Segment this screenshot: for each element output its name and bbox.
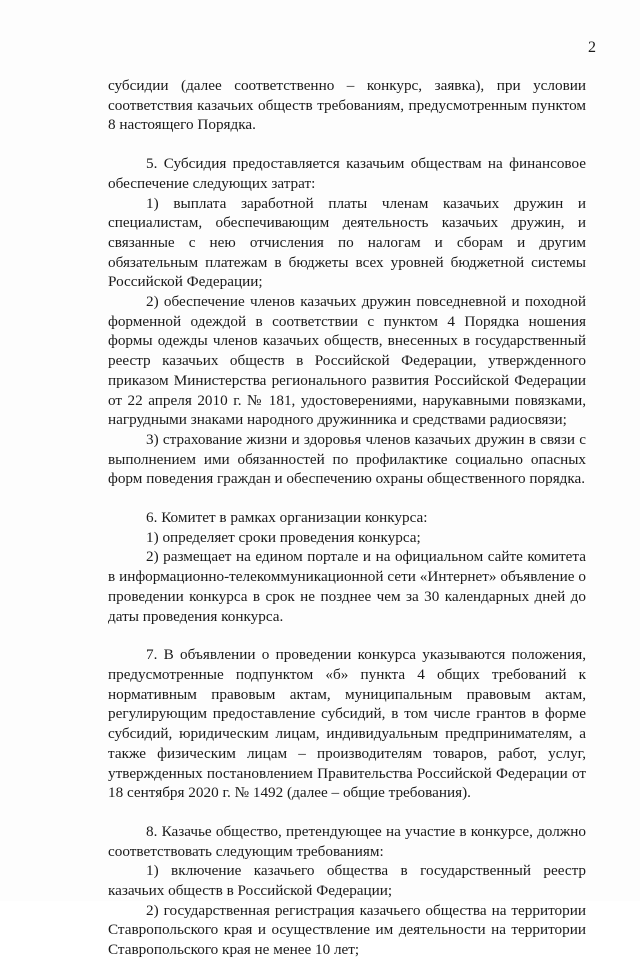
clause-6-item-2: 2) размещает на едином портале и на официальном сайте комитета в информационно-телекоммуникационной сети «Интернет» объявление о проведении конкурса в срок не позднее чем за 30 календарных дней до даты проведения конкурса. bbox=[108, 548, 586, 625]
clause-8-item-2: 2) государственная регистрация казачьего общества на территории Ставропольского края и осуществление им деятельности на территории Ставропольского края не менее 10 лет; bbox=[108, 901, 586, 959]
paragraph-continuation: субсидии (далее соответственно – конкурс, заявка), при условии соответствия казачьих обществ требованиям, предусмотренным пунктом 8 настоящего Порядка. bbox=[108, 77, 586, 134]
clause-8-heading: 8. Казачье общество, претендующее на участие в конкурсе, должно соответствовать следующим требованиям: bbox=[108, 822, 586, 860]
clause-5-heading: 5. Субсидия предоставляется казачьим обществам на финансовое обеспечение следующих затрат: bbox=[108, 155, 586, 192]
clause-6-item-1: 1) определяет сроки проведения конкурса; bbox=[146, 528, 421, 546]
clause-6-heading: 6. Комитет в рамках организации конкурса: bbox=[146, 509, 428, 527]
clause-5-item-1: 1) выплата заработной платы членам казачьих дружин и специалистам, обеспечивающим деятельность казачьих дружин, и связанные с нею отчисления по налогам и сборам и другим обязательным платежам в бюджеты всех уровней бюджетной системы Российской Федерации; bbox=[108, 194, 586, 291]
clause-8-item-1: 1) включение казачьего общества в государственный реестр казачьих обществ в Российской Федерации; bbox=[108, 862, 586, 900]
clause-5-item-3: 3) страхование жизни и здоровья членов казачьих дружин в связи с выполнением ими обязанностей по профилактике социально опасных форм поведения граждан и обеспечению охраны общественного порядка. bbox=[108, 430, 586, 488]
clause-5-item-2: 2) обеспечение членов казачьих дружин повседневной и походной форменной одеждой в соответствии с пунктом 4 Порядка ношения формы одежды членов казачьих обществ, внесенных в государственный реестр казачьих обществ в Российской Федерации, утвержденного приказом Министерства регионального развития Российской Федерации от 22 апреля 2010 г. № 181, удостоверениями, нарукавными повязками, нагрудными знаками народного дружинника и средствами радиосвязи; bbox=[108, 293, 586, 429]
clause-7: 7. В объявлении о проведении конкурса указываются положения, предусмотренные подпунктом «б» пункта 4 общих требований к нормативным правовым актам, муниципальным правовым актам, регулирующим предоставление субсидий, в том числе грантов в форме субсидий, юридическим лицам, индивидуальным предпринимателям, а также физическим лицам – производителям товаров, работ, услуг, утвержденных постановлением Правительства Российской Федерации от 18 сентября 2020 г. № 1492 (далее – общие требования). bbox=[108, 646, 586, 802]
page-number: 2 bbox=[588, 39, 596, 56]
document-body bbox=[108, 76, 586, 960]
